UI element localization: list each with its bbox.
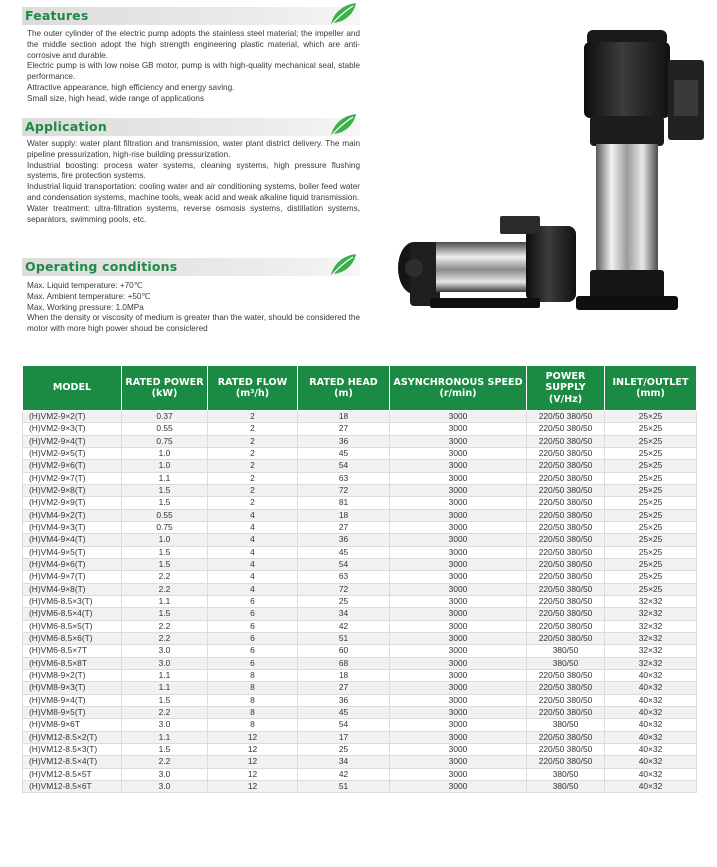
cell-speed: 3000 xyxy=(390,509,527,521)
table-row xyxy=(23,435,697,447)
cell-rated-flow: 4 xyxy=(208,571,298,583)
cell-rated-flow: 4 xyxy=(208,534,298,546)
cell-power-supply: 380/50 xyxy=(527,719,605,731)
cell-power-supply: 220/50 380/50 xyxy=(527,756,605,768)
horizontal-pump xyxy=(398,216,576,308)
vertical-pump xyxy=(576,30,704,310)
table-row xyxy=(23,706,697,718)
cell-rated-power: 2.2 xyxy=(122,632,208,644)
cell-rated-power: 1.5 xyxy=(122,497,208,509)
application-title: Application xyxy=(25,119,107,134)
cell-rated-head: 18 xyxy=(298,669,390,681)
cell-rated-head: 45 xyxy=(298,706,390,718)
cell-inlet-outlet: 40×32 xyxy=(605,756,697,768)
cell-inlet-outlet: 40×32 xyxy=(605,682,697,694)
table-row xyxy=(23,509,697,521)
cell-speed: 3000 xyxy=(390,423,527,435)
pump-product-image xyxy=(390,20,710,330)
cell-rated-power: 3.0 xyxy=(122,645,208,657)
cell-speed: 3000 xyxy=(390,435,527,447)
col-header-inlet-outlet: INLET/OUTLET (mm) xyxy=(605,366,697,411)
cell-rated-power: 1.5 xyxy=(122,484,208,496)
cell-model: (H)VM6-8.5×5(T) xyxy=(23,620,122,632)
table-row xyxy=(23,411,697,423)
application-text xyxy=(27,139,360,225)
operating-line: Max. Ambient temperature: +50℃ xyxy=(27,291,151,301)
table-row xyxy=(23,731,697,743)
cell-inlet-outlet: 32×32 xyxy=(605,657,697,669)
cell-rated-power: 3.0 xyxy=(122,719,208,731)
cell-rated-power: 2.2 xyxy=(122,571,208,583)
cell-rated-flow: 12 xyxy=(208,743,298,755)
cell-rated-flow: 8 xyxy=(208,719,298,731)
table-row xyxy=(23,571,697,583)
features-line: Attractive appearance, high efficiency and energy saving. xyxy=(27,82,235,92)
cell-rated-head: 72 xyxy=(298,583,390,595)
cell-rated-flow: 4 xyxy=(208,546,298,558)
cell-speed: 3000 xyxy=(390,558,527,570)
cell-speed: 3000 xyxy=(390,706,527,718)
cell-inlet-outlet: 32×32 xyxy=(605,632,697,644)
features-header xyxy=(22,7,360,25)
cell-power-supply: 220/50 380/50 xyxy=(527,411,605,423)
cell-model: (H)VM2-9×9(T) xyxy=(23,497,122,509)
cell-rated-flow: 2 xyxy=(208,447,298,459)
cell-power-supply: 220/50 380/50 xyxy=(527,669,605,681)
application-line: Industrial liquid transportation: cooling water and air conditioning systems, boiler feed water and condensation systems, machine tools, weak acid and weak alkaline liquid transmission. xyxy=(27,182,360,202)
cell-rated-head: 27 xyxy=(298,521,390,533)
cell-rated-flow: 4 xyxy=(208,583,298,595)
cell-power-supply: 220/50 380/50 xyxy=(527,546,605,558)
cell-power-supply: 380/50 xyxy=(527,768,605,780)
cell-model: (H)VM4-9×5(T) xyxy=(23,546,122,558)
table-row xyxy=(23,546,697,558)
cell-inlet-outlet: 32×32 xyxy=(605,645,697,657)
cell-model: (H)VM4-9×7(T) xyxy=(23,571,122,583)
cell-speed: 3000 xyxy=(390,645,527,657)
col-header-model: MODEL xyxy=(23,366,122,411)
cell-rated-head: 63 xyxy=(298,472,390,484)
cell-rated-head: 34 xyxy=(298,608,390,620)
table-row xyxy=(23,719,697,731)
application-line: Water treatment: ultra-filtration systems, reverse osmosis systems, distillation systems, separators, swimming pools, etc. xyxy=(27,203,360,224)
cell-model: (H)VM4-9×2(T) xyxy=(23,509,122,521)
cell-rated-head: 42 xyxy=(298,620,390,632)
cell-inlet-outlet: 32×32 xyxy=(605,608,697,620)
features-line: Small size, high head, wide range of applications xyxy=(27,93,205,103)
cell-rated-flow: 2 xyxy=(208,435,298,447)
cell-rated-flow: 12 xyxy=(208,731,298,743)
cell-speed: 3000 xyxy=(390,460,527,472)
cell-speed: 3000 xyxy=(390,571,527,583)
cell-rated-flow: 6 xyxy=(208,595,298,607)
cell-rated-power: 2.2 xyxy=(122,756,208,768)
cell-model: (H)VM2-9×5(T) xyxy=(23,447,122,459)
cell-model: (H)VM2-9×4(T) xyxy=(23,435,122,447)
cell-rated-power: 2.2 xyxy=(122,583,208,595)
cell-speed: 3000 xyxy=(390,497,527,509)
cell-power-supply: 220/50 380/50 xyxy=(527,632,605,644)
table-row xyxy=(23,608,697,620)
cell-model: (H)VM12-8.5×5T xyxy=(23,768,122,780)
cell-rated-head: 36 xyxy=(298,534,390,546)
cell-rated-head: 36 xyxy=(298,435,390,447)
cell-inlet-outlet: 32×32 xyxy=(605,595,697,607)
cell-power-supply: 220/50 380/50 xyxy=(527,706,605,718)
table-row xyxy=(23,620,697,632)
cell-inlet-outlet: 40×32 xyxy=(605,719,697,731)
cell-speed: 3000 xyxy=(390,447,527,459)
cell-inlet-outlet: 25×25 xyxy=(605,546,697,558)
cell-rated-flow: 2 xyxy=(208,411,298,423)
cell-model: (H)VM2-9×6(T) xyxy=(23,460,122,472)
cell-rated-power: 1.1 xyxy=(122,669,208,681)
cell-inlet-outlet: 40×32 xyxy=(605,768,697,780)
cell-speed: 3000 xyxy=(390,521,527,533)
cell-rated-head: 36 xyxy=(298,694,390,706)
cell-rated-power: 0.55 xyxy=(122,509,208,521)
cell-inlet-outlet: 40×32 xyxy=(605,706,697,718)
features-text xyxy=(27,29,360,105)
cell-rated-flow: 2 xyxy=(208,472,298,484)
col-header-speed: ASYNCHRONOUS SPEED (r/min) xyxy=(390,366,527,411)
cell-rated-flow: 8 xyxy=(208,669,298,681)
cell-rated-head: 25 xyxy=(298,595,390,607)
cell-speed: 3000 xyxy=(390,743,527,755)
cell-rated-flow: 2 xyxy=(208,460,298,472)
cell-speed: 3000 xyxy=(390,694,527,706)
cell-model: (H)VM6-8.5×3(T) xyxy=(23,595,122,607)
cell-power-supply: 220/50 380/50 xyxy=(527,472,605,484)
table-row xyxy=(23,682,697,694)
cell-speed: 3000 xyxy=(390,669,527,681)
cell-speed: 3000 xyxy=(390,608,527,620)
cell-power-supply: 220/50 380/50 xyxy=(527,731,605,743)
cell-inlet-outlet: 25×25 xyxy=(605,571,697,583)
cell-rated-power: 1.5 xyxy=(122,546,208,558)
cell-speed: 3000 xyxy=(390,632,527,644)
cell-model: (H)VM8-9×5(T) xyxy=(23,706,122,718)
cell-power-supply: 220/50 380/50 xyxy=(527,583,605,595)
cell-rated-power: 1.0 xyxy=(122,460,208,472)
cell-model: (H)VM12-8.5×4(T) xyxy=(23,756,122,768)
application-header xyxy=(22,118,360,136)
cell-power-supply: 220/50 380/50 xyxy=(527,509,605,521)
table-row xyxy=(23,484,697,496)
cell-model: (H)VM8-9×3(T) xyxy=(23,682,122,694)
cell-model: (H)VM2-9×8(T) xyxy=(23,484,122,496)
cell-rated-flow: 6 xyxy=(208,632,298,644)
table-row xyxy=(23,460,697,472)
cell-rated-flow: 6 xyxy=(208,608,298,620)
cell-power-supply: 220/50 380/50 xyxy=(527,497,605,509)
cell-power-supply: 380/50 xyxy=(527,657,605,669)
cell-speed: 3000 xyxy=(390,657,527,669)
leaf-icon xyxy=(328,1,358,27)
cell-rated-power: 1.1 xyxy=(122,472,208,484)
cell-speed: 3000 xyxy=(390,534,527,546)
cell-inlet-outlet: 40×32 xyxy=(605,669,697,681)
cell-rated-flow: 12 xyxy=(208,780,298,792)
cell-model: (H)VM2-9×3(T) xyxy=(23,423,122,435)
cell-rated-power: 0.75 xyxy=(122,521,208,533)
cell-rated-head: 72 xyxy=(298,484,390,496)
table-row xyxy=(23,768,697,780)
cell-model: (H)VM2-9×2(T) xyxy=(23,411,122,423)
operating-line: When the density or viscosity of medium is greater than the water, should be considered the motor with more high power shoud be consiclered xyxy=(27,313,360,334)
cell-power-supply: 380/50 xyxy=(527,780,605,792)
cell-rated-head: 42 xyxy=(298,768,390,780)
cell-inlet-outlet: 25×25 xyxy=(605,411,697,423)
cell-rated-head: 54 xyxy=(298,558,390,570)
cell-speed: 3000 xyxy=(390,756,527,768)
cell-rated-head: 81 xyxy=(298,497,390,509)
cell-rated-head: 51 xyxy=(298,780,390,792)
cell-rated-head: 27 xyxy=(298,423,390,435)
table-row xyxy=(23,521,697,533)
cell-speed: 3000 xyxy=(390,780,527,792)
table-row xyxy=(23,756,697,768)
cell-inlet-outlet: 25×25 xyxy=(605,447,697,459)
cell-model: (H)VM4-9×3(T) xyxy=(23,521,122,533)
cell-rated-flow: 12 xyxy=(208,756,298,768)
cell-power-supply: 220/50 380/50 xyxy=(527,608,605,620)
operating-header xyxy=(22,258,360,276)
cell-speed: 3000 xyxy=(390,411,527,423)
cell-rated-power: 1.1 xyxy=(122,682,208,694)
table-row xyxy=(23,595,697,607)
cell-rated-power: 1.0 xyxy=(122,534,208,546)
cell-model: (H)VM8-9×2(T) xyxy=(23,669,122,681)
cell-model: (H)VM2-9×7(T) xyxy=(23,472,122,484)
table-row xyxy=(23,694,697,706)
cell-power-supply: 220/50 380/50 xyxy=(527,743,605,755)
cell-power-supply: 380/50 xyxy=(527,645,605,657)
cell-inlet-outlet: 25×25 xyxy=(605,484,697,496)
cell-rated-head: 18 xyxy=(298,509,390,521)
operating-line: Max. Working pressure: 1.0MPa xyxy=(27,302,144,312)
cell-model: (H)VM12-8.5×2(T) xyxy=(23,731,122,743)
application-line: Water supply: water plant filtration and transmission, water plant district delivery. The main pipeline pressurization, high-rise building pressurization. xyxy=(27,139,360,159)
cell-speed: 3000 xyxy=(390,472,527,484)
cell-rated-flow: 4 xyxy=(208,509,298,521)
cell-model: (H)VM8-9×6T xyxy=(23,719,122,731)
table-row xyxy=(23,743,697,755)
cell-model: (H)VM4-9×8(T) xyxy=(23,583,122,595)
operating-title: Operating conditions xyxy=(25,259,178,274)
cell-inlet-outlet: 40×32 xyxy=(605,780,697,792)
cell-inlet-outlet: 25×25 xyxy=(605,460,697,472)
cell-rated-head: 18 xyxy=(298,411,390,423)
table-row xyxy=(23,645,697,657)
table-row xyxy=(23,423,697,435)
cell-power-supply: 220/50 380/50 xyxy=(527,571,605,583)
cell-speed: 3000 xyxy=(390,682,527,694)
cell-model: (H)VM4-9×6(T) xyxy=(23,558,122,570)
cell-inlet-outlet: 25×25 xyxy=(605,435,697,447)
cell-inlet-outlet: 25×25 xyxy=(605,583,697,595)
cell-rated-power: 1.1 xyxy=(122,595,208,607)
cell-model: (H)VM6-8.5×6(T) xyxy=(23,632,122,644)
cell-rated-flow: 8 xyxy=(208,706,298,718)
cell-inlet-outlet: 40×32 xyxy=(605,743,697,755)
cell-speed: 3000 xyxy=(390,546,527,558)
cell-rated-power: 2.2 xyxy=(122,620,208,632)
cell-inlet-outlet: 25×25 xyxy=(605,509,697,521)
cell-rated-flow: 6 xyxy=(208,657,298,669)
cell-model: (H)VM6-8.5×8T xyxy=(23,657,122,669)
cell-rated-power: 1.5 xyxy=(122,743,208,755)
cell-rated-power: 1.0 xyxy=(122,447,208,459)
cell-power-supply: 220/50 380/50 xyxy=(527,558,605,570)
cell-inlet-outlet: 40×32 xyxy=(605,731,697,743)
cell-rated-flow: 6 xyxy=(208,620,298,632)
spec-table-body xyxy=(23,411,697,793)
col-header-power-supply: POWER SUPPLY (V/Hz) xyxy=(527,366,605,411)
features-line: The outer cylinder of the electric pump adopts the stainless steel material; the impeller and the middle section adopt the high strength engineering plastic material, which are anti-corrosive and durable. xyxy=(27,29,360,60)
cell-rated-power: 1.1 xyxy=(122,731,208,743)
cell-rated-power: 2.2 xyxy=(122,706,208,718)
col-header-rated-head: RATED HEAD (m) xyxy=(298,366,390,411)
cell-inlet-outlet: 25×25 xyxy=(605,558,697,570)
table-row xyxy=(23,472,697,484)
cell-rated-head: 25 xyxy=(298,743,390,755)
cell-rated-power: 1.5 xyxy=(122,694,208,706)
cell-inlet-outlet: 25×25 xyxy=(605,521,697,533)
cell-rated-flow: 2 xyxy=(208,497,298,509)
cell-rated-power: 3.0 xyxy=(122,780,208,792)
cell-power-supply: 220/50 380/50 xyxy=(527,534,605,546)
cell-model: (H)VM8-9×4(T) xyxy=(23,694,122,706)
cell-rated-head: 17 xyxy=(298,731,390,743)
cell-speed: 3000 xyxy=(390,583,527,595)
cell-power-supply: 220/50 380/50 xyxy=(527,682,605,694)
cell-rated-flow: 2 xyxy=(208,423,298,435)
cell-speed: 3000 xyxy=(390,620,527,632)
operating-line: Max. Liquid temperature: +70℃ xyxy=(27,281,143,290)
cell-rated-flow: 12 xyxy=(208,768,298,780)
cell-speed: 3000 xyxy=(390,719,527,731)
cell-power-supply: 220/50 380/50 xyxy=(527,595,605,607)
cell-rated-head: 68 xyxy=(298,657,390,669)
cell-rated-power: 3.0 xyxy=(122,768,208,780)
cell-power-supply: 220/50 380/50 xyxy=(527,620,605,632)
cell-rated-power: 0.75 xyxy=(122,435,208,447)
cell-rated-head: 27 xyxy=(298,682,390,694)
application-line: Industrial boosting: process water systems, cleaning systems, high pressure flushing systems, fire protection systems. xyxy=(27,160,360,181)
operating-text xyxy=(27,281,360,335)
cell-model: (H)VM6-8.5×7T xyxy=(23,645,122,657)
cell-model: (H)VM4-9×4(T) xyxy=(23,534,122,546)
cell-rated-head: 34 xyxy=(298,756,390,768)
cell-rated-head: 60 xyxy=(298,645,390,657)
cell-rated-power: 1.5 xyxy=(122,608,208,620)
cell-power-supply: 220/50 380/50 xyxy=(527,460,605,472)
cell-rated-flow: 8 xyxy=(208,694,298,706)
cell-inlet-outlet: 32×32 xyxy=(605,620,697,632)
col-header-rated-flow: RATED FLOW (m³/h) xyxy=(208,366,298,411)
cell-inlet-outlet: 25×25 xyxy=(605,497,697,509)
table-header-row xyxy=(23,366,697,411)
cell-speed: 3000 xyxy=(390,731,527,743)
cell-rated-power: 0.37 xyxy=(122,411,208,423)
cell-power-supply: 220/50 380/50 xyxy=(527,447,605,459)
cell-speed: 3000 xyxy=(390,595,527,607)
leaf-icon xyxy=(328,252,358,278)
table-row xyxy=(23,657,697,669)
cell-rated-flow: 2 xyxy=(208,484,298,496)
cell-speed: 3000 xyxy=(390,768,527,780)
cell-speed: 3000 xyxy=(390,484,527,496)
cell-rated-flow: 8 xyxy=(208,682,298,694)
cell-model: (H)VM6-8.5×4(T) xyxy=(23,608,122,620)
cell-inlet-outlet: 25×25 xyxy=(605,534,697,546)
cell-power-supply: 220/50 380/50 xyxy=(527,484,605,496)
cell-power-supply: 220/50 380/50 xyxy=(527,435,605,447)
cell-rated-power: 0.55 xyxy=(122,423,208,435)
cell-power-supply: 220/50 380/50 xyxy=(527,694,605,706)
col-header-rated-power: RATED POWER (kW) xyxy=(122,366,208,411)
cell-rated-head: 51 xyxy=(298,632,390,644)
table-row xyxy=(23,583,697,595)
cell-rated-power: 3.0 xyxy=(122,657,208,669)
cell-rated-flow: 4 xyxy=(208,558,298,570)
leaf-icon xyxy=(328,112,358,138)
cell-rated-head: 54 xyxy=(298,460,390,472)
table-row xyxy=(23,669,697,681)
table-row xyxy=(23,534,697,546)
spec-table xyxy=(22,365,697,793)
table-row xyxy=(23,780,697,792)
cell-rated-head: 63 xyxy=(298,571,390,583)
cell-rated-flow: 6 xyxy=(208,645,298,657)
cell-inlet-outlet: 25×25 xyxy=(605,472,697,484)
cell-power-supply: 220/50 380/50 xyxy=(527,521,605,533)
cell-model: (H)VM12-8.5×3(T) xyxy=(23,743,122,755)
cell-rated-flow: 4 xyxy=(208,521,298,533)
cell-rated-head: 45 xyxy=(298,546,390,558)
cell-power-supply: 220/50 380/50 xyxy=(527,423,605,435)
cell-model: (H)VM12-8.5×6T xyxy=(23,780,122,792)
features-line: Electric pump is with low noise GB motor, pump is with high-quality mechanical seal, stable performance. xyxy=(27,61,360,82)
cell-inlet-outlet: 25×25 xyxy=(605,423,697,435)
cell-rated-head: 54 xyxy=(298,719,390,731)
table-row xyxy=(23,558,697,570)
cell-inlet-outlet: 40×32 xyxy=(605,694,697,706)
cell-rated-power: 1.5 xyxy=(122,558,208,570)
features-title: Features xyxy=(25,8,89,23)
table-row xyxy=(23,497,697,509)
table-row xyxy=(23,447,697,459)
cell-rated-head: 45 xyxy=(298,447,390,459)
table-row xyxy=(23,632,697,644)
